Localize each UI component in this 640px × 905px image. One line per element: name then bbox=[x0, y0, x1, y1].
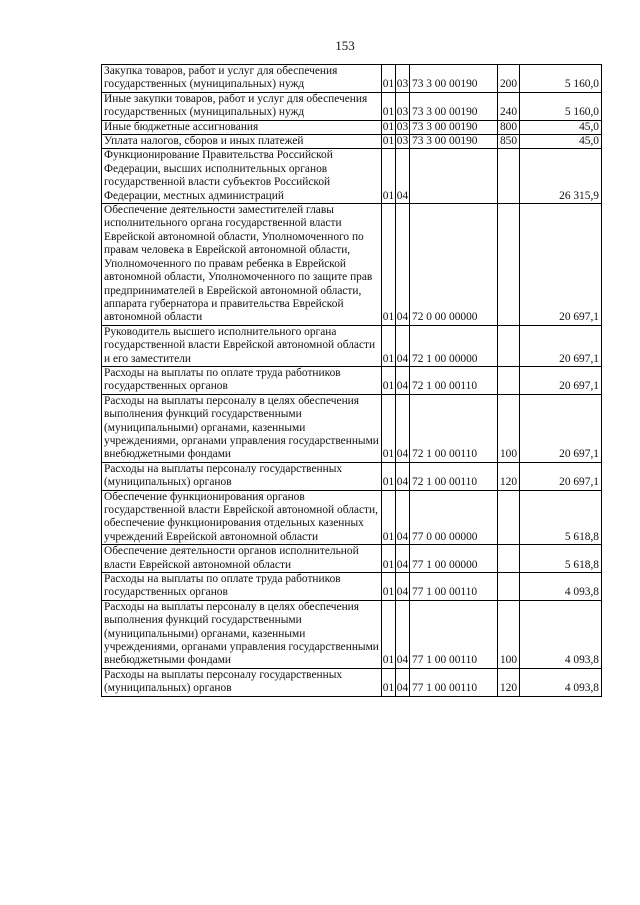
subsection-code: 04 bbox=[396, 366, 410, 394]
target-article-code: 77 1 00 00110 bbox=[410, 600, 498, 668]
target-article-code: 77 1 00 00000 bbox=[410, 545, 498, 573]
table-row bbox=[102, 490, 602, 545]
expense-type-code bbox=[498, 573, 520, 601]
table-row bbox=[102, 668, 602, 696]
expense-type-code bbox=[498, 545, 520, 573]
table-row bbox=[102, 600, 602, 668]
section-code: 01 bbox=[382, 120, 395, 133]
subsection-code: 04 bbox=[396, 149, 410, 204]
amount: 4 093,8 bbox=[520, 600, 602, 668]
table-row bbox=[102, 462, 602, 490]
expense-type-code: 200 bbox=[498, 65, 520, 93]
expense-type-code: 120 bbox=[498, 462, 520, 490]
amount: 26 315,9 bbox=[520, 149, 602, 204]
target-article-code: 77 1 00 00110 bbox=[410, 668, 498, 696]
amount: 45,0 bbox=[520, 120, 602, 134]
table-row bbox=[102, 135, 602, 149]
section-code: 01 bbox=[382, 573, 396, 601]
target-article-code: 73 3 00 00190 bbox=[410, 135, 498, 149]
table-body bbox=[102, 65, 602, 697]
row-name: Расходы на выплаты персоналу в целях обеспечения выполнения функций государственными (муниципальными) органами, казенными учреждениями, органами управления государственными внебюджетными фондами bbox=[102, 394, 382, 462]
expense-type-code: 100 bbox=[498, 394, 520, 462]
row-name: Расходы на выплаты по оплате труда работников государственных органов bbox=[102, 366, 382, 394]
section-code: 01 bbox=[382, 490, 396, 545]
expense-type-code bbox=[498, 490, 520, 545]
row-name: Расходы на выплаты персоналу государственных (муниципальных) органов bbox=[102, 668, 382, 696]
amount: 4 093,8 bbox=[520, 573, 602, 601]
amount: 20 697,1 bbox=[520, 325, 602, 366]
row-name: Обеспечение функционирования органов государственной власти Еврейской автономной области, обеспечение функционирования отдельных казенных учреждений Еврейской автономной области bbox=[102, 490, 382, 545]
row-name: Функционирование Правительства Российской Федерации, высших исполнительных органов государственной власти субъектов Российской Федерации, местных администраций bbox=[102, 149, 382, 204]
section-code: 01 bbox=[382, 462, 396, 490]
section-code: 01 bbox=[382, 65, 396, 93]
amount: 20 697,1 bbox=[520, 462, 602, 490]
subsection-code: 04 bbox=[396, 573, 410, 601]
section-code: 01 bbox=[382, 325, 396, 366]
table-row bbox=[102, 204, 602, 326]
expense-type-code: 240 bbox=[498, 92, 520, 120]
subsection-code: 04 bbox=[396, 668, 410, 696]
row-name: Руководитель высшего исполнительного органа государственной власти Еврейской автономной области и его заместители bbox=[102, 325, 382, 366]
table-row bbox=[102, 366, 602, 394]
expense-type-code bbox=[498, 149, 520, 204]
target-article-code: 72 1 00 00110 bbox=[410, 462, 498, 490]
amount: 20 697,1 bbox=[520, 394, 602, 462]
amount: 5 618,8 bbox=[520, 490, 602, 545]
section-code: 01 bbox=[382, 545, 396, 573]
target-article-code: 72 1 00 00110 bbox=[410, 394, 498, 462]
amount: 5 160,0 bbox=[520, 65, 602, 93]
section-code: 01 bbox=[382, 204, 396, 326]
table-row bbox=[102, 545, 602, 573]
row-name: Иные закупки товаров, работ и услуг для обеспечения государственных (муниципальных) нужд bbox=[102, 92, 382, 120]
subsection-code: 04 bbox=[396, 325, 410, 366]
amount: 4 093,8 bbox=[520, 668, 602, 696]
target-article-code: 72 0 00 00000 bbox=[410, 204, 498, 326]
page-number: 153 bbox=[335, 38, 355, 53]
table-row bbox=[102, 325, 602, 366]
table-row bbox=[102, 65, 602, 93]
subsection-code: 04 bbox=[396, 600, 410, 668]
subsection-code: 04 bbox=[396, 204, 410, 326]
expense-type-code: 120 bbox=[498, 668, 520, 696]
row-name: Иные бюджетные ассигнования bbox=[102, 120, 382, 134]
amount: 5 160,0 bbox=[520, 92, 602, 120]
row-name: Расходы на выплаты персоналу в целях обеспечения выполнения функций государственными (муниципальными) органами, казенными учреждениями, органами управления государственными внебюджетными фондами bbox=[102, 600, 382, 668]
target-article-code: 73 3 00 00190 bbox=[410, 92, 498, 120]
section-code: 01 bbox=[382, 668, 396, 696]
amount: 20 697,1 bbox=[520, 204, 602, 326]
expense-type-code bbox=[498, 325, 520, 366]
section-code: 01 bbox=[382, 394, 396, 462]
section-code: 01 bbox=[382, 92, 396, 120]
target-article-code: 73 3 00 00190 bbox=[410, 120, 498, 134]
amount: 20 697,1 bbox=[520, 366, 602, 394]
table-row bbox=[102, 394, 602, 462]
expense-type-code: 850 bbox=[498, 135, 520, 149]
section-code: 01 bbox=[382, 135, 395, 148]
subsection-code: 03 bbox=[396, 65, 410, 93]
expense-type-code bbox=[498, 204, 520, 326]
target-article-code: 72 1 00 00000 bbox=[410, 325, 498, 366]
row-name: Закупка товаров, работ и услуг для обеспечения государственных (муниципальных) нужд bbox=[102, 65, 382, 93]
row-name: Обеспечение деятельности заместителей главы исполнительного органа государственной власти Еврейской автономной области, Уполномоченного по правам человека в Еврейской автономной области, Уполномоченного по правам ребенка в Еврейской автономной области, Уполномоченного по защите прав предпринимателей в Еврейской автономной области, аппарата губернатора и правительства Еврейской автономной области bbox=[102, 204, 382, 326]
row-name: Расходы на выплаты персоналу государственных (муниципальных) органов bbox=[102, 462, 382, 490]
expense-type-code: 100 bbox=[498, 600, 520, 668]
subsection-code: 04 bbox=[396, 394, 410, 462]
section-code: 01 bbox=[382, 366, 396, 394]
subsection-code: 04 bbox=[396, 545, 410, 573]
subsection-code: 03 bbox=[396, 120, 409, 133]
subsection-code: 03 bbox=[396, 135, 409, 148]
target-article-code: 77 1 00 00110 bbox=[410, 573, 498, 601]
table-row bbox=[102, 573, 602, 601]
section-code: 01 bbox=[382, 149, 396, 204]
amount: 45,0 bbox=[520, 135, 602, 149]
target-article-code: 77 0 00 00000 bbox=[410, 490, 498, 545]
amount: 5 618,8 bbox=[520, 545, 602, 573]
expense-type-code bbox=[498, 366, 520, 394]
row-name: Расходы на выплаты по оплате труда работников государственных органов bbox=[102, 573, 382, 601]
target-article-code: 72 1 00 00110 bbox=[410, 366, 498, 394]
expense-type-code: 800 bbox=[498, 120, 520, 134]
subsection-code: 04 bbox=[396, 462, 410, 490]
section-code: 01 bbox=[382, 600, 396, 668]
row-name: Обеспечение деятельности органов исполнительной власти Еврейской автономной области bbox=[102, 545, 382, 573]
subsection-code: 03 bbox=[396, 92, 410, 120]
target-article-code: 73 3 00 00190 bbox=[410, 65, 498, 93]
row-name: Уплата налогов, сборов и иных платежей bbox=[102, 135, 382, 149]
table-row bbox=[102, 92, 602, 120]
budget-table bbox=[101, 64, 602, 697]
table-row bbox=[102, 120, 602, 134]
subsection-code: 04 bbox=[396, 490, 410, 545]
table-row bbox=[102, 149, 602, 204]
target-article-code bbox=[410, 149, 498, 204]
